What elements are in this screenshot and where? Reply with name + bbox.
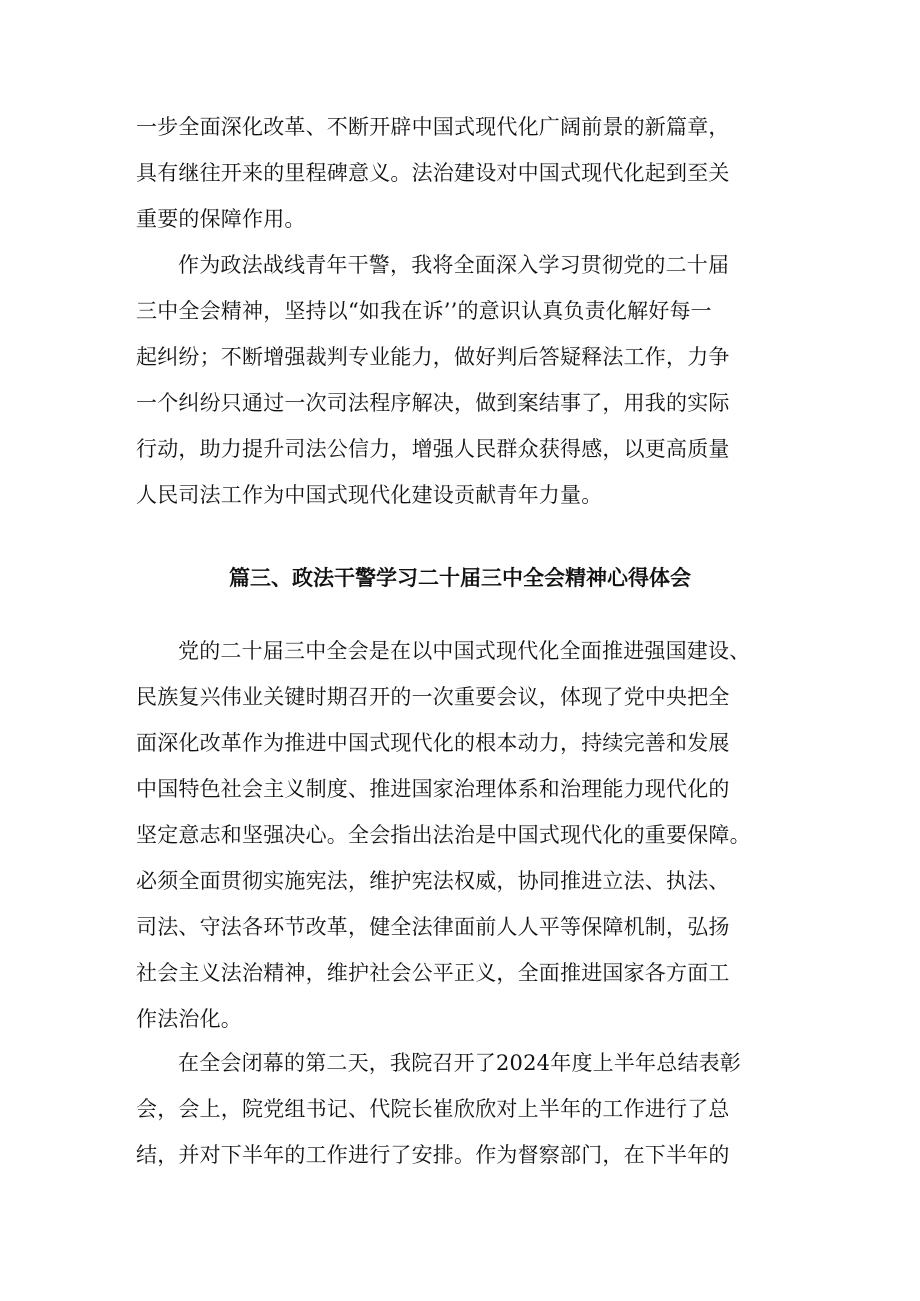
section-paragraph-plenum: 党的二十届三中全会是在以中国式现代化全面推进强国建设、 民族复兴伟业关键时期召开的一次重要会议，体现了党中央把全 面深化改革作为推进中国式现代化的根本动力，持续完善和发展 中国特色社会主义制度、推进国家治理体系和治理能力现代化的 坚定意志和坚强决心。全会指出法治是中国式现代化的重要保障。 必须全面贯彻实施宪法，维护宪法权威，协同推进立法、执法、 司法、守法各环节改革，健全法律面前人人平等保障机制，弘扬 社会主义法治精神，维护社会公平正义，全面推进国家各方面工 作法治化。	[136, 639, 751, 1031]
paragraph-continuation: 一步全面深化改革、不断开辟中国式现代化广阔前景的新篇章， 具有继往开来的里程碑意义。法治建设对中国式现代化起到至关 重要的保障作用。	[136, 115, 730, 231]
section-title: 篇三、政法干警学习二十届三中全会精神心得体会	[229, 566, 691, 590]
paragraph-commitment: 作为政法战线青年干警，我将全面深入学习贯彻党的二十届 三中全会精神，坚持以“如我在诉’’的意识认真负责化解好每一 起纠纷；不断增强裁判专业能力，做好判后答疑释法工作，力争 一个纠纷只通过一次司法程序解决，做到案结事了，用我的实际 行动，助力提升司法公信力，增强人民群众获得感，以更高质量 人民司法工作为中国式现代化建设贡献青年力量。	[136, 253, 730, 507]
section-paragraph-meeting: 在全会闭幕的第二天，我院召开了2024年度上半年总结表彰 会，会上，院党组书记、代院长崔欣欣对上半年的工作进行了总 结，并对下半年的工作进行了安排。作为督察部门，在下半年的	[136, 1051, 742, 1167]
